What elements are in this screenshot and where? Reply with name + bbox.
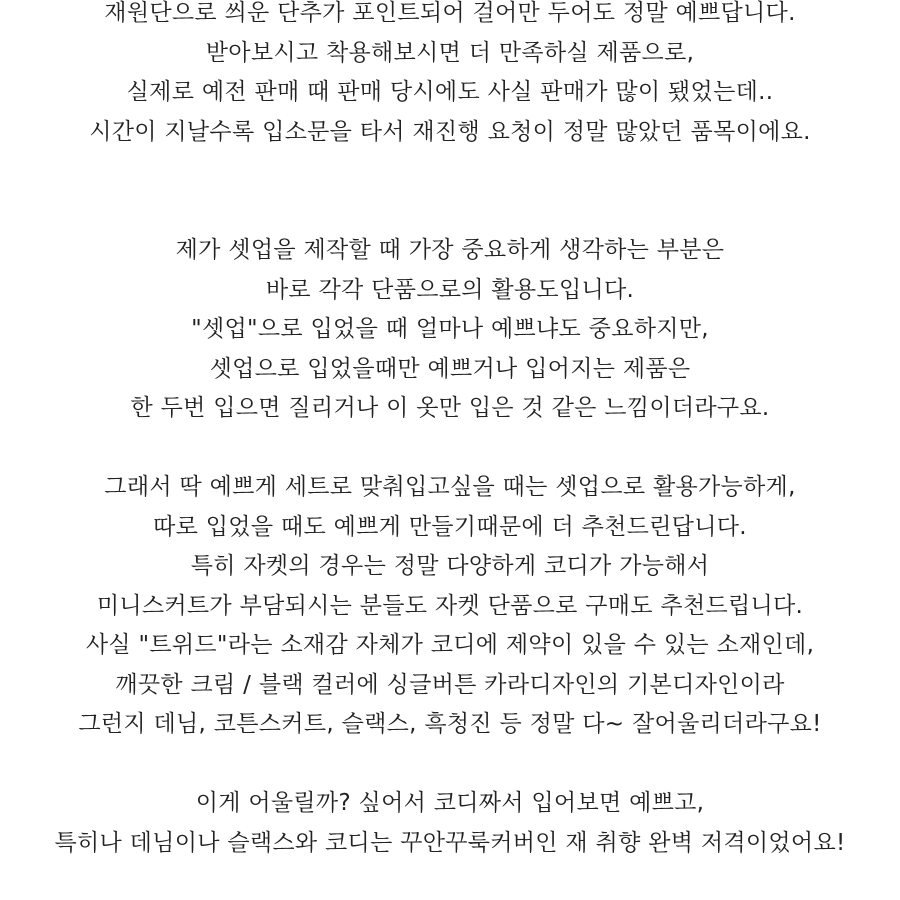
- text-line: 셋업으로 입었을때만 예쁘거나 입어지는 제품은: [209, 355, 691, 382]
- text-line: 받아보시고 착용해보시면 더 만족하실 제품으로,: [205, 39, 695, 66]
- text-line: 특히 자켓의 경우는 정말 다양하게 코디가 가능해서: [190, 553, 710, 579]
- text-line: 그런지 데님, 코튼스커트, 슬랙스, 흑청진 등 정말 다~ 잘어울리더라구요!: [78, 711, 822, 737]
- text-line: "셋업"으로 입었을 때 얼마나 예쁘냐도 중요하지만,: [191, 316, 709, 342]
- text-line: 재원단으로 씌운 단추가 포인트되어 걸어만 두어도 정말 예쁘답니다.: [104, 0, 796, 26]
- text-line: 따로 입었을 때도 예쁘게 만들기때문에 더 추천드린답니다.: [153, 513, 747, 540]
- text-line-partial: 특히나 데님이나 슬랙스와 코디는 꾸안꾸룩커버인 재 취향 완벽 저격이었어요!: [54, 829, 846, 856]
- text-line: 실제로 예전 판매 때 판매 당시에도 사실 판매가 많이 됐었는데..: [126, 79, 774, 105]
- text-line: 제가 셋업을 제작할 때 가장 중요하게 생각하는 부분은: [175, 237, 725, 263]
- paragraph-gap: [0, 152, 900, 231]
- text-line: 그래서 딱 예쁘게 세트로 맞춰입고싶을 때는 셋업으로 활용가능하게,: [104, 474, 796, 500]
- text-line: 이게 어울릴까? 싶어서 코디짜서 입어보면 예쁘고,: [195, 790, 705, 816]
- text-line: 깨끗한 크림 / 블랙 컬러에 싱글버튼 카라디자인의 기본디자인이라: [115, 671, 785, 698]
- text-line: 시간이 지날수록 입소문을 타서 재진행 요청이 정말 많았던 품목이에요.: [89, 118, 811, 145]
- text-line: 미니스커트가 부담되시는 분들도 자켓 단품으로 구매도 추천드립니다.: [96, 592, 804, 619]
- paragraph-gap: [0, 429, 900, 469]
- text-line: 사실 "트위드"라는 소재감 자체가 코디에 제약이 있을 수 있는 소재인데,: [85, 632, 815, 658]
- text-line: 한 두번 입으면 질리거나 이 옷만 입은 것 같은 느낌이더라구요.: [130, 395, 770, 421]
- paragraph-gap: [0, 745, 900, 785]
- text-line: 바로 각각 단품으로의 활용도입니다.: [265, 276, 635, 303]
